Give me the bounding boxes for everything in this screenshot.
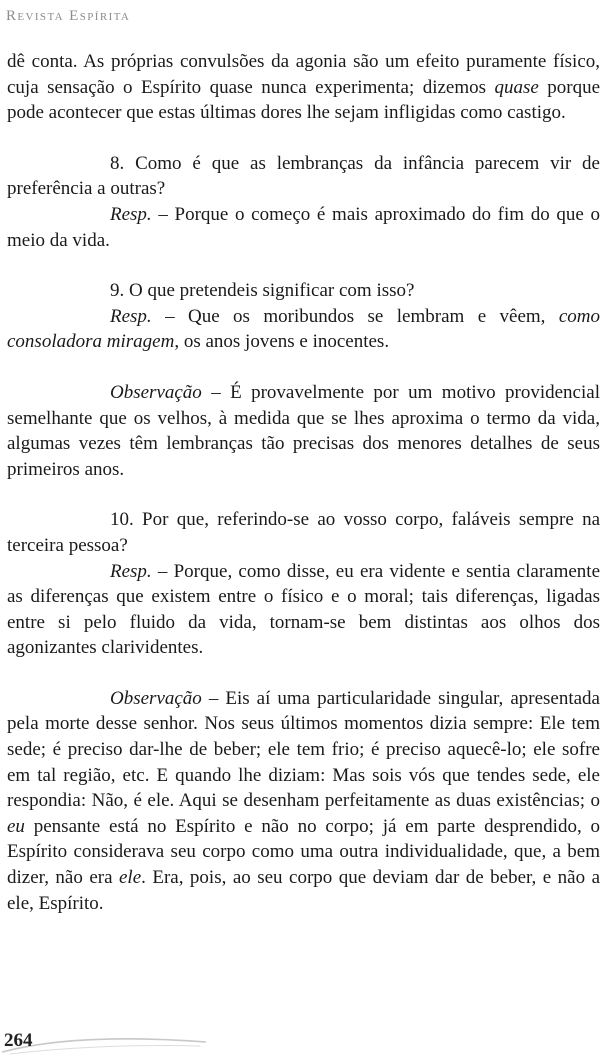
observation-label: Observação — [110, 687, 202, 709]
question-10: 10. Por que, referindo-se ao vosso corpo, faláveis sempre na terceira pessoa? — [7, 509, 600, 556]
page-number: 264 — [4, 1030, 33, 1051]
emphasis-ele: ele — [118, 867, 142, 889]
answer-8: Resp. – Porque o começo é mais aproximado do fim do que o meio da vida. — [7, 203, 600, 251]
answer-9: Resp. – Que os moribundos se lembram e vêem, como consoladora miragem, os anos jovens e inocentes. — [7, 305, 600, 353]
running-head: Revista Espírita — [6, 8, 131, 24]
answer-label: Resp. — [110, 305, 152, 327]
emphasis-quase: quase — [494, 76, 539, 98]
answer-label: Resp. — [110, 560, 152, 582]
page-body — [7, 49, 600, 916]
emphasis-eu: eu — [7, 815, 25, 837]
observation-2: Observação – Eis aí uma particularidade singular, apresentada pela morte desse senhor. Nos seus últimos momentos dizia sempre: Ele tem sede; é preciso dar-lhe de beber; ele tem frio; é preciso aquecê-lo; ele sofre em tal região, etc. E quando lhe diziam: Mas sois vós que tendes sede, ele respondia: Não, é ele. Aqui se desenham perfeitamente as duas existências; o eu pensante está no Espírito e não no corpo; já em parte desprendido, o Espírito considerava seu corpo como uma outra individualidade, que, a bem dizer, não era ele. Era, pois, ao seu corpo que deviam dar de beber, e não a ele, Espírito. — [7, 687, 600, 914]
paragraph-continuation: dê conta. As próprias convulsões da agonia são um efeito puramente físico, cuja sensação o Espírito quase nunca experimenta; dizemos quase porque pode acontecer que estas últimas dores lhe sejam infligidas como castigo. — [7, 51, 600, 124]
emphasis-miragem: como consoladora miragem — [7, 305, 600, 353]
question-8: 8. Como é que as lembranças da infância parecem vir de preferência a outras? — [7, 152, 600, 200]
answer-label: Resp. — [110, 203, 152, 225]
answer-10: Resp. – Porque, como disse, eu era vidente e sentia claramente as diferenças que existem entre o físico e o moral; tais diferenças, ligadas entre si pelo fluido da vida, tornam-se bem distintas aos olhos dos agonizantes clarividentes. — [7, 560, 600, 659]
observation-label: Observação — [110, 381, 202, 403]
question-9: 9. O que pretendeis significar com isso? — [110, 280, 415, 302]
observation-1: Observação – É provavelmente por um motivo providencial semelhante que os velhos, à medida que se lhes aproxima o termo da vida, algumas vezes têm lembranças tão precisas dos menores detalhes de seus primeiros anos. — [7, 381, 600, 480]
